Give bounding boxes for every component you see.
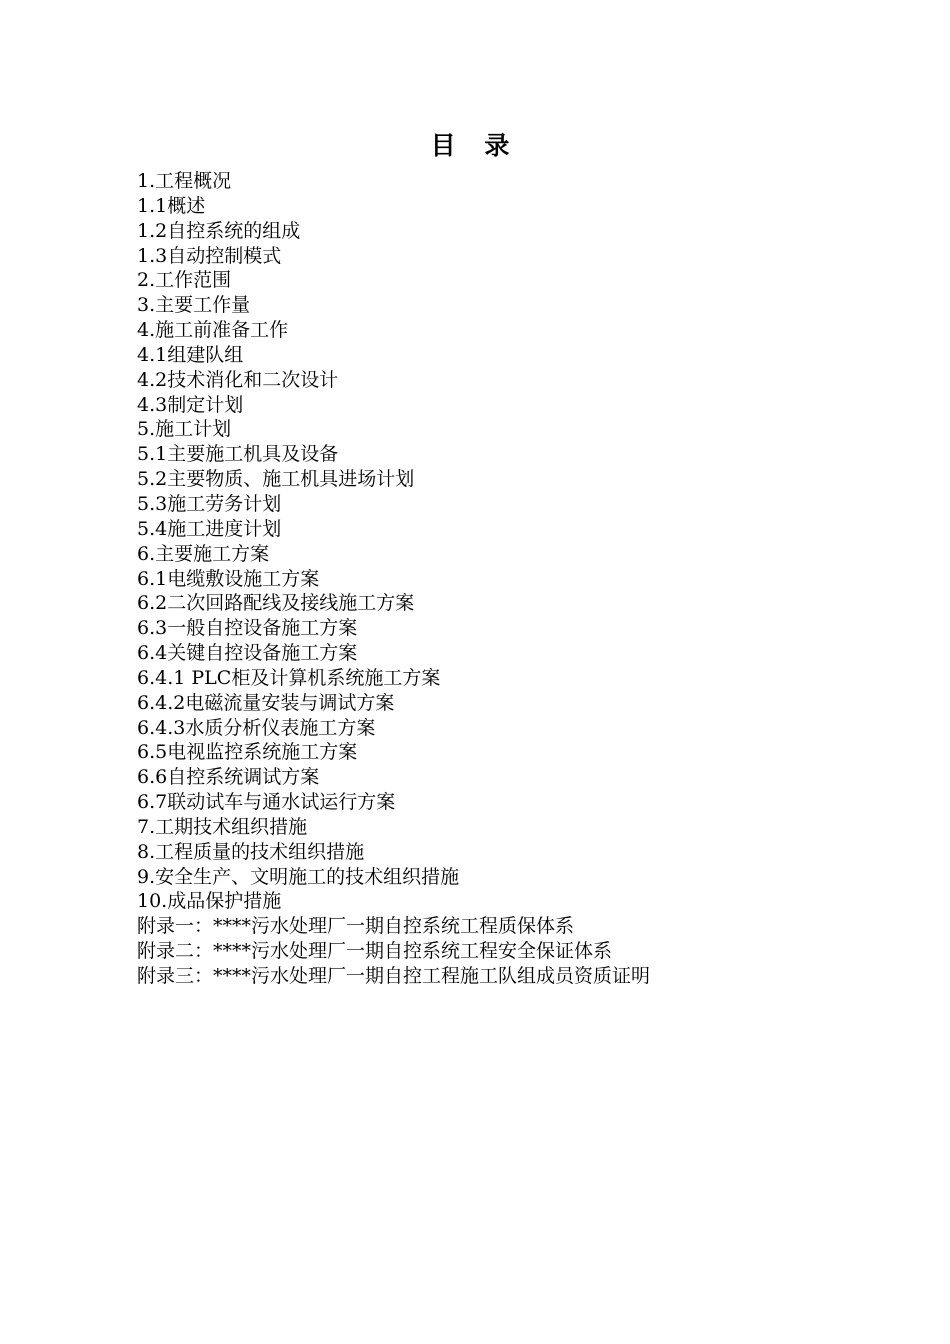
toc-entry: 5.4施工进度计划 bbox=[137, 517, 282, 540]
toc-entry: 4.2技术消化和二次设计 bbox=[137, 368, 339, 391]
toc-entry: 5.1主要施工机具及设备 bbox=[137, 443, 339, 466]
toc-entry: 4.1组建队组 bbox=[137, 343, 244, 366]
toc-entry: 1.3自动控制模式 bbox=[137, 244, 282, 267]
toc-entry: 6.4.2电磁流量安装与调试方案 bbox=[137, 691, 395, 714]
toc-entry: 2.工作范围 bbox=[137, 269, 232, 292]
toc-entry: 5.3施工劳务计划 bbox=[137, 492, 282, 515]
toc-entry: 10.成品保护措施 bbox=[137, 890, 282, 913]
toc-entry: 6.5电视监控系统施工方案 bbox=[137, 741, 358, 764]
toc-entry: 8.工程质量的技术组织措施 bbox=[137, 840, 365, 863]
toc-entry: 6.4.3水质分析仪表施工方案 bbox=[137, 716, 376, 739]
toc-entry: 4.施工前准备工作 bbox=[137, 319, 289, 342]
toc-entry: 7.工期技术组织措施 bbox=[137, 815, 308, 838]
toc-entry: 6.2二次回路配线及接线施工方案 bbox=[137, 592, 415, 615]
toc-entry: 9.安全生产、文明施工的技术组织措施 bbox=[137, 865, 460, 888]
toc-entry: 6.3一般自控设备施工方案 bbox=[137, 617, 358, 640]
table-of-contents bbox=[137, 169, 650, 989]
toc-entry: 1.1概述 bbox=[137, 194, 206, 217]
toc-entry: 6.4.1 PLC柜及计算机系统施工方案 bbox=[137, 666, 441, 689]
toc-entry: 6.6自控系统调试方案 bbox=[137, 766, 320, 789]
toc-entry: 1.2自控系统的组成 bbox=[137, 219, 301, 242]
page-title: 目 录 bbox=[430, 131, 520, 160]
toc-entry: 1.工程概况 bbox=[137, 170, 232, 192]
toc-entry: 6.4关键自控设备施工方案 bbox=[137, 642, 358, 665]
toc-appendix-entry: 附录三：****污水处理厂一期自控工程施工队组成员资质证明 bbox=[137, 965, 651, 987]
toc-entry: 4.3制定计划 bbox=[137, 393, 244, 416]
toc-appendix-entry: 附录二：****污水处理厂一期自控系统工程安全保证体系 bbox=[137, 940, 613, 963]
toc-entry: 3.主要工作量 bbox=[137, 294, 251, 317]
toc-entry: 5.2主要物质、施工机具进场计划 bbox=[137, 468, 415, 491]
toc-entry: 6.1电缆敷设施工方案 bbox=[137, 567, 320, 590]
toc-entry: 6.7联动试车与通水试运行方案 bbox=[137, 791, 396, 814]
toc-entry: 6.主要施工方案 bbox=[137, 542, 270, 565]
toc-appendix-entry: 附录一：****污水处理厂一期自控系统工程质保体系 bbox=[137, 915, 575, 938]
toc-entry: 5.施工计划 bbox=[137, 418, 232, 441]
